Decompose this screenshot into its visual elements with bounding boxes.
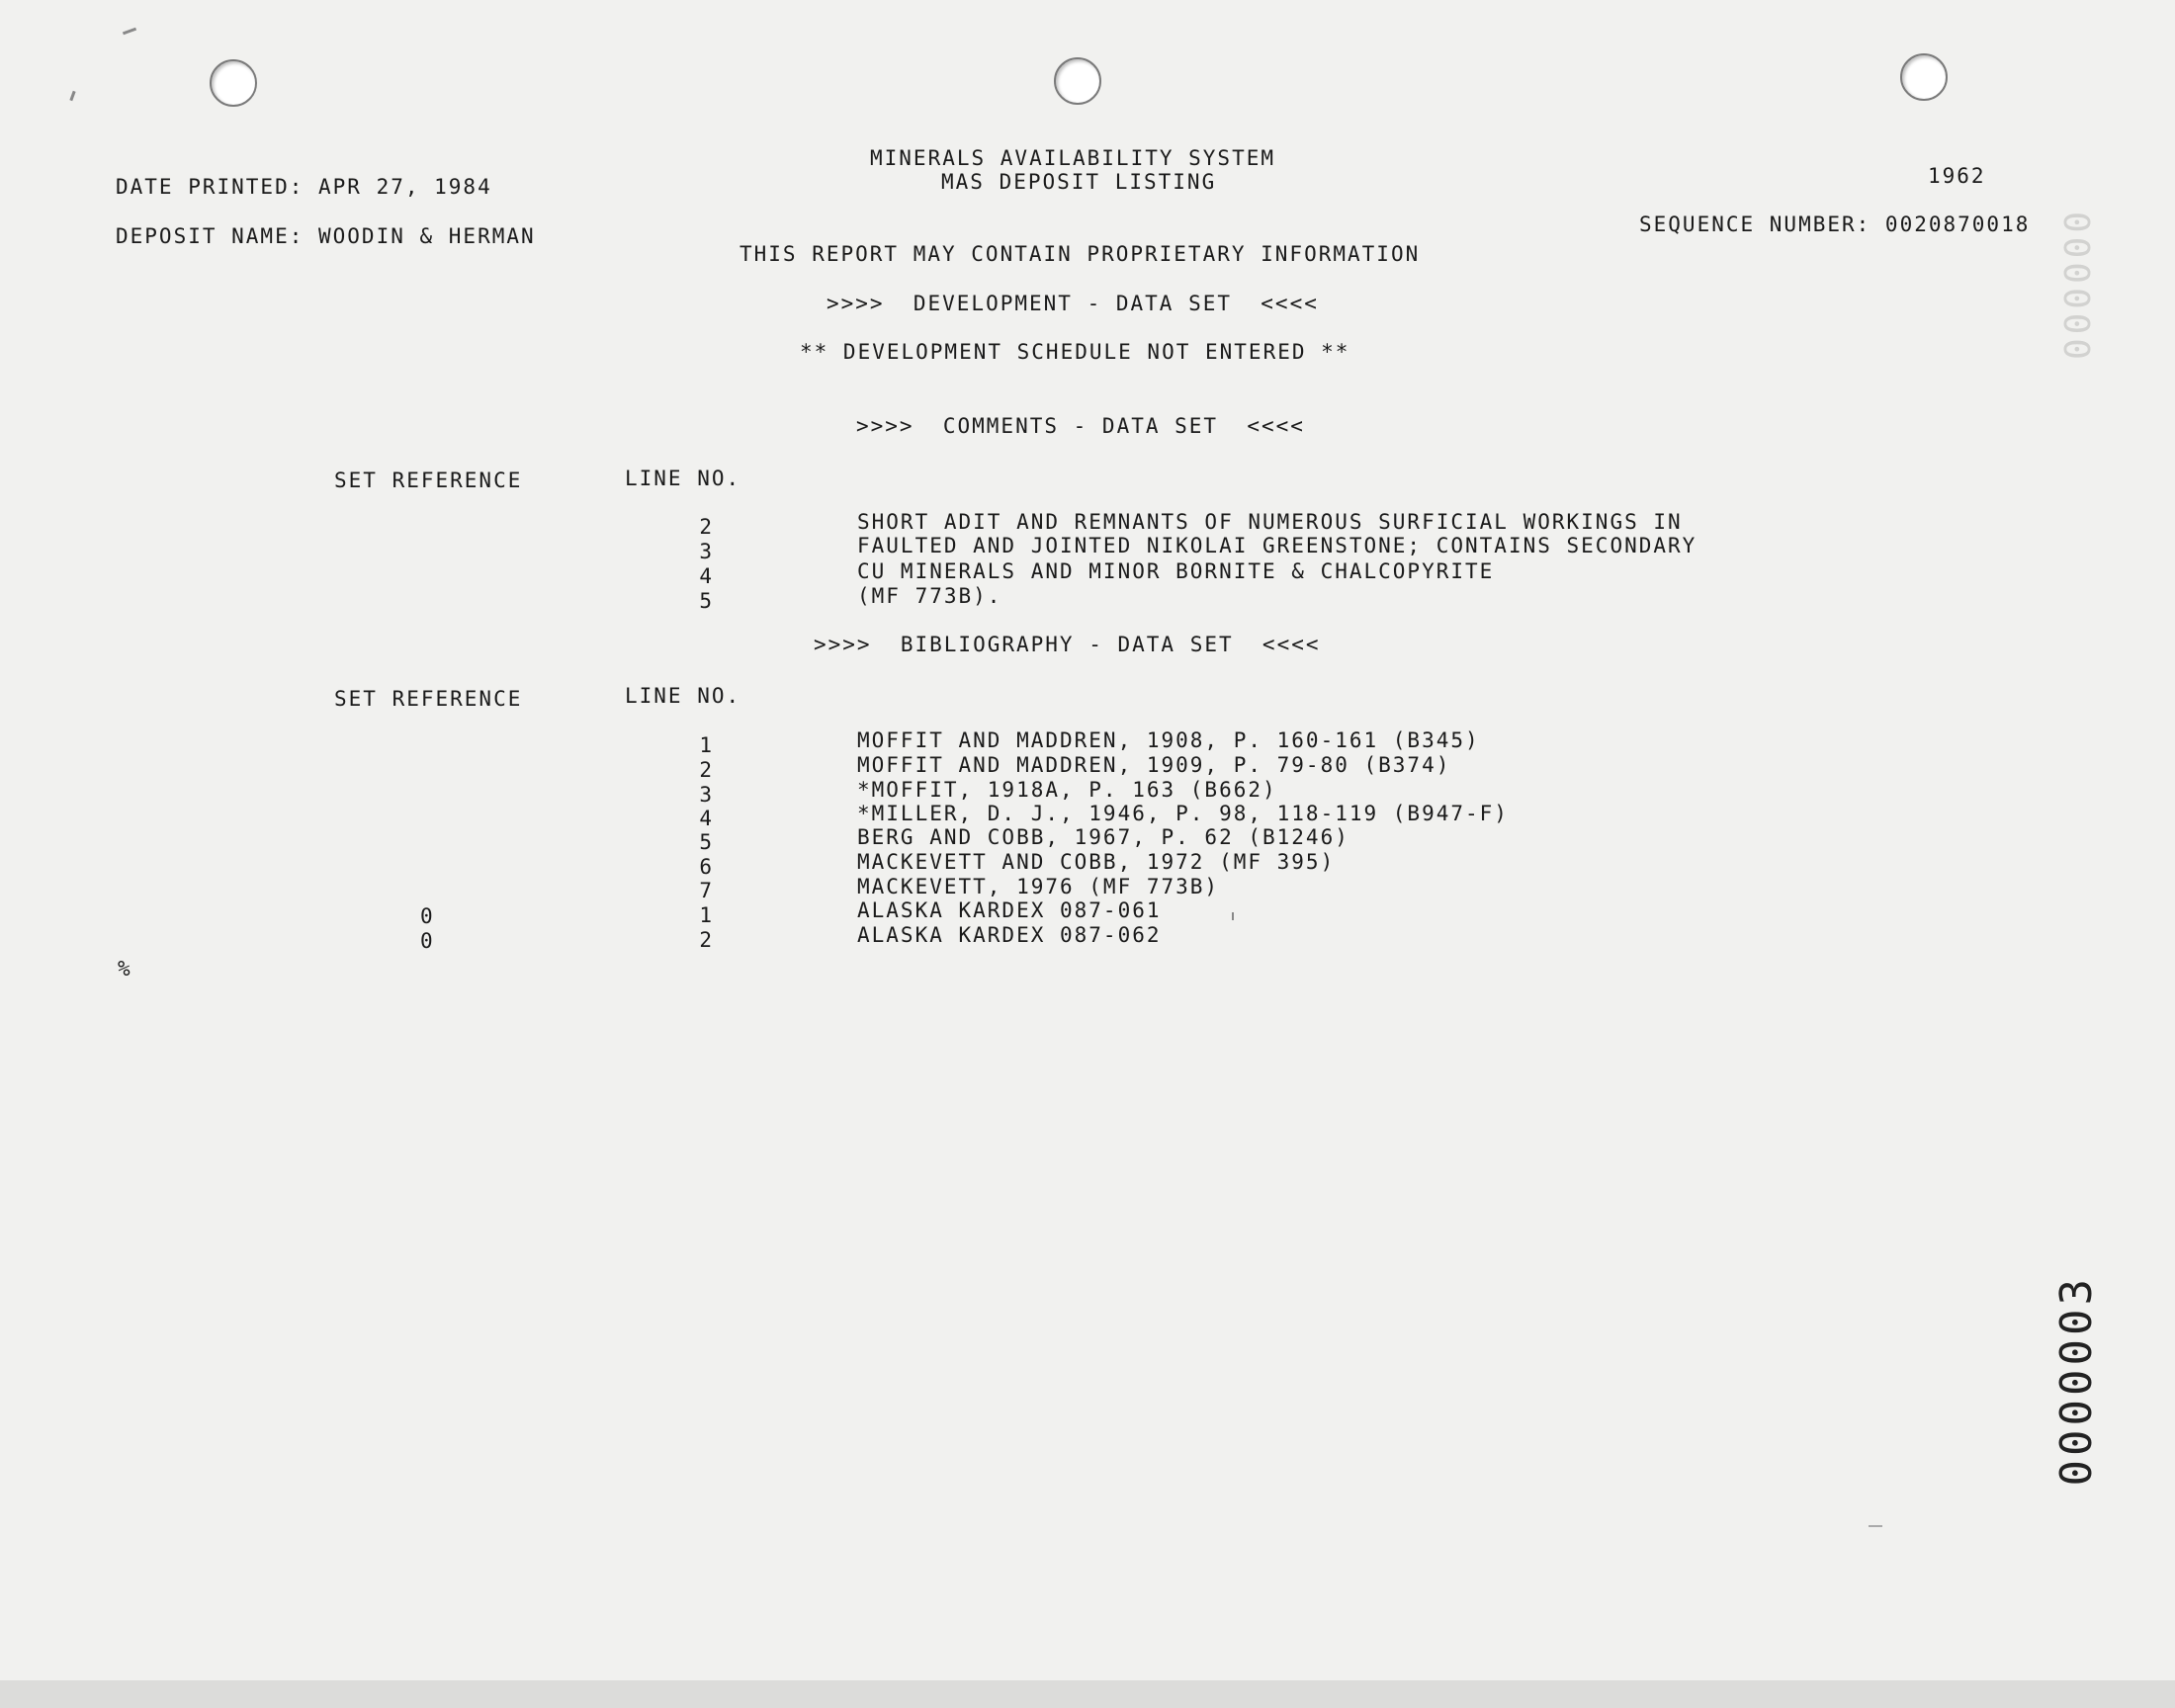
sequence-number: SEQUENCE NUMBER: 0020870018 [1639,213,2031,236]
line-number: 1 [699,903,714,927]
reference-text: MOFFIT AND MADDREN, 1909, P. 79-80 (B374) [857,753,1451,777]
bibliography-col-line-no: LINE NO. [625,684,741,708]
comments-col-set-reference: SET REFERENCE [334,469,523,492]
comment-text: FAULTED AND JOINTED NIKOLAI GREENSTONE; CONTAINS SECONDARY [857,534,1697,557]
deposit-name: DEPOSIT NAME: WOODIN & HERMAN [116,224,536,248]
reference-text: MACKEVETT, 1976 (MF 773B) [857,875,1220,898]
set-reference: 0 [420,929,435,953]
comments-col-line-no: LINE NO. [625,467,741,490]
reference-text: *MOFFIT, 1918A, P. 163 (B662) [857,778,1277,802]
development-notice: ** DEVELOPMENT SCHEDULE NOT ENTERED ** [800,340,1350,364]
page-stamp: 0000003 [2051,1275,2102,1487]
listing-title: MAS DEPOSIT LISTING [941,170,1217,194]
reference-text: *MILLER, D. J., 1946, P. 98, 118-119 (B947-F) [857,802,1509,825]
comment-text: CU MINERALS AND MINOR BORNITE & CHALCOPYRITE [857,559,1495,583]
line-number: 2 [699,928,714,952]
paper-speck [69,91,75,101]
comment-text: SHORT ADIT AND REMNANTS OF NUMEROUS SURFICIAL WORKINGS IN [857,510,1683,534]
line-number: 5 [699,589,714,613]
line-number: 3 [699,540,714,563]
reference-text: MACKEVETT AND COBB, 1972 (MF 395) [857,850,1336,874]
line-number: 7 [699,879,714,902]
punch-hole-right [1900,53,1948,101]
comment-text: (MF 773B). [857,584,1002,608]
proprietary-notice: THIS REPORT MAY CONTAIN PROPRIETARY INFORMATION [740,242,1421,266]
line-number: 6 [699,855,714,879]
line-number: 4 [699,564,714,588]
reference-text: ALASKA KARDEX 087-061 [857,898,1162,922]
line-number: 2 [699,515,714,539]
reference-text: MOFFIT AND MADDREN, 1908, P. 160-161 (B345) [857,728,1480,752]
end-mark: % [118,957,132,981]
line-number: 3 [699,783,714,807]
line-number: 1 [699,733,714,757]
date-printed: DATE PRINTED: APR 27, 1984 [116,175,492,199]
line-number: 4 [699,807,714,830]
paper-speck [1869,1525,1882,1527]
paper-speck [1232,912,1234,920]
bibliography-section-title: >>>> BIBLIOGRAPHY - DATA SET <<<< [814,633,1321,656]
reference-text: ALASKA KARDEX 087-062 [857,923,1162,947]
reference-text: BERG AND COBB, 1967, P. 62 (B1246) [857,825,1349,849]
system-title: MINERALS AVAILABILITY SYSTEM [870,146,1276,170]
line-number: 5 [699,830,714,854]
faint-stamp: 000000 [2058,208,2099,361]
line-number: 2 [699,758,714,782]
scan-bottom-edge [0,1680,2175,1708]
punch-hole-center [1054,57,1101,105]
comments-section-title: >>>> COMMENTS - DATA SET <<<< [856,414,1305,438]
set-reference: 0 [420,904,435,928]
punch-hole-left [210,59,257,107]
development-section-title: >>>> DEVELOPMENT - DATA SET <<<< [826,292,1319,315]
page-code: 1962 [1928,164,1986,188]
paper-speck [123,28,136,36]
bibliography-col-set-reference: SET REFERENCE [334,687,523,711]
